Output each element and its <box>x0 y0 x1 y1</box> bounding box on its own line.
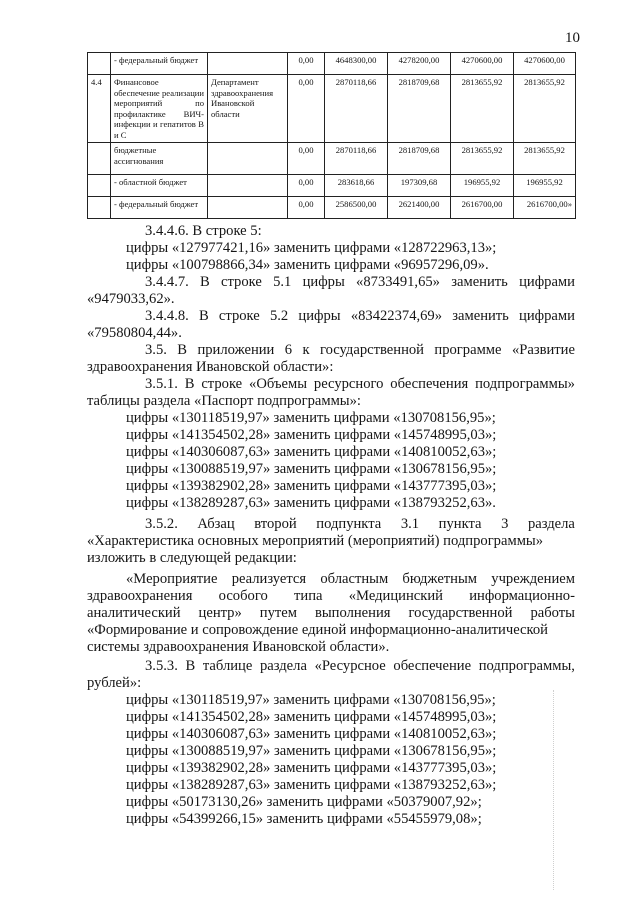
word: особого <box>218 588 268 604</box>
justified-line <box>87 588 575 605</box>
word: подпункта <box>316 516 382 532</box>
row-value: 283618,66 <box>325 175 388 197</box>
word: заменить <box>451 274 508 290</box>
text-line: цифры «141354502,28» заменить цифрами «145748995,03»; <box>126 427 497 443</box>
word: «Ресурсное <box>314 658 386 674</box>
row-value: 2813655,92 <box>514 143 576 175</box>
row-value: 2616700,00» <box>514 197 576 219</box>
text-line: цифры «139382902,28» заменить цифрами «143777395,03»; <box>126 478 497 494</box>
row-value: 2813655,92 <box>514 75 576 143</box>
text-line: изложить в следующей редакции: <box>87 550 297 566</box>
word: 5.2 <box>269 308 289 324</box>
justified-line <box>145 342 575 359</box>
text-line: цифры «140306087,63» заменить цифрами «140810052,63»; <box>126 444 497 460</box>
row-value: 0,00 <box>288 197 325 219</box>
text-line: цифры «130088519,97» заменить цифрами «130678156,95»; <box>126 743 497 759</box>
row-value: 4270600,00 <box>514 53 576 75</box>
word: «Развитие <box>511 342 575 358</box>
text-line: системы здравоохранения Ивановской области». <box>87 639 390 655</box>
word: подпрограммы» <box>475 376 575 392</box>
word: 3.4.4.7. <box>145 274 189 290</box>
justified-line <box>145 658 575 675</box>
word: строке <box>221 274 262 290</box>
row-value: 2616700,00 <box>451 197 514 219</box>
justified-line <box>145 376 575 393</box>
text-line: «Формирование и сопровождение единой информационно-аналитической <box>87 622 548 638</box>
text-line: цифры «139382902,28» заменить цифрами «143777395,03»; <box>126 760 497 776</box>
row-value: 2621400,00 <box>388 197 451 219</box>
word: раздела <box>527 516 575 532</box>
word: приложении <box>197 342 275 358</box>
row-value: 197309,68 <box>388 175 451 197</box>
word: центр» <box>198 605 242 621</box>
word: 5.1 <box>273 274 292 290</box>
word: 6 <box>284 342 293 358</box>
text-line: цифры «100798866,34» заменить цифрами «96957296,09». <box>126 257 489 273</box>
text-line: «Характеристика основных мероприятий (мероприятий) подпрограммы» <box>87 533 544 549</box>
text-line: цифры «138289287,63» заменить цифрами «138793252,63»; <box>126 777 497 793</box>
word: В <box>198 308 209 324</box>
text-line: цифры «54399266,15» заменить цифрами «55455979,08»; <box>126 811 482 827</box>
row-value: 4648300,00 <box>325 53 388 75</box>
word: второй <box>254 516 297 532</box>
row-name: - федеральный бюджет <box>111 53 208 75</box>
word: «Медицинский <box>348 588 443 604</box>
row-value: 2813655,92 <box>451 75 514 143</box>
word: раздела <box>259 658 307 674</box>
text-line: цифры «130118519,97» заменить цифрами «130708156,95»; <box>126 410 496 426</box>
text-line: таблицы раздела «Паспорт подпрограммы»: <box>87 393 361 409</box>
row-executor: Департамент здравоохранения Ивановской области <box>208 75 288 143</box>
word: обеспечения <box>390 376 469 392</box>
word: В <box>200 274 210 290</box>
word: реализуется <box>231 571 307 587</box>
text-line: 3.4.4.6. В строке 5: <box>145 223 262 239</box>
row-value: 4278200,00 <box>388 53 451 75</box>
word: «Мероприятие <box>126 571 218 587</box>
row-name: - федеральный бюджет <box>111 197 208 219</box>
text-line: цифры «130118519,97» заменить цифрами «130708156,95»; <box>126 692 496 708</box>
row-value: 2870118,66 <box>325 75 388 143</box>
scan-margin-marks <box>553 690 564 890</box>
word: В <box>185 658 196 674</box>
row-value: 2870118,66 <box>325 143 388 175</box>
text-line: цифры «138289287,63» заменить цифрами «138793252,63». <box>126 495 496 511</box>
word: программе <box>434 342 502 358</box>
word: строке <box>218 308 260 324</box>
text-line: «79580804,44». <box>87 325 182 341</box>
word: работы <box>530 605 575 621</box>
row-value: 196955,92 <box>514 175 576 197</box>
text-line: цифры «140306087,63» заменить цифрами «140810052,63»; <box>126 726 497 742</box>
text-line: здравоохранения Ивановской области»: <box>87 359 334 375</box>
word: типа <box>294 588 323 604</box>
word: цифры <box>302 274 345 290</box>
row-value: 4270600,00 <box>451 53 514 75</box>
row-value: 2818709,68 <box>388 75 451 143</box>
word: Абзац <box>197 516 235 532</box>
word: цифрами <box>519 308 575 324</box>
justified-line <box>145 308 575 325</box>
word: учреждением <box>491 571 575 587</box>
word: строке <box>201 376 243 392</box>
justified-line <box>87 605 575 622</box>
word: ресурсного <box>313 376 384 392</box>
row-value: 196955,92 <box>451 175 514 197</box>
word: путем <box>259 605 297 621</box>
word: информационно- <box>469 588 575 604</box>
text-line: цифры «127977421,16» заменить цифрами «128722963,13»; <box>126 240 497 256</box>
word: 3 <box>501 516 509 532</box>
row-value: 0,00 <box>288 53 325 75</box>
word: областным <box>320 571 389 587</box>
word: таблице <box>202 658 253 674</box>
text-line: цифры «50173130,26» заменить цифрами «50379007,92»; <box>126 794 482 810</box>
row-value: 2813655,92 <box>451 143 514 175</box>
text-line: цифры «130088519,97» заменить цифрами «130678156,95»; <box>126 461 497 477</box>
word: 3.5.1. <box>145 376 178 392</box>
word: пункта <box>438 516 482 532</box>
justified-line <box>145 516 575 533</box>
word: бюджетным <box>402 571 478 587</box>
row-number: 4.4 <box>88 75 111 143</box>
word: здравоохранения <box>87 588 193 604</box>
word: к <box>302 342 310 358</box>
word: 3.5.3. <box>145 658 178 674</box>
word: «83422374,69» <box>350 308 443 324</box>
page-number: 10 <box>565 30 580 46</box>
word: «Объемы <box>249 376 308 392</box>
justified-line <box>126 571 575 588</box>
word: государственной <box>408 605 513 621</box>
word: государственной <box>319 342 424 358</box>
word: В <box>177 342 188 358</box>
row-name: бюджетные ассигнования <box>111 143 208 175</box>
word: 3.5. <box>145 342 167 358</box>
word: 3.4.4.8. <box>145 308 189 324</box>
row-value: 0,00 <box>288 175 325 197</box>
row-name: Финансовое обеспечение реализации мероприятий по профилактике ВИЧ-инфекции и гепатитов В и С <box>111 75 208 143</box>
word: подпрограммы, <box>478 658 575 674</box>
justified-line <box>145 274 575 291</box>
text-line: цифры «141354502,28» заменить цифрами «145748995,03»; <box>126 709 497 725</box>
word: В <box>184 376 195 392</box>
word: 3.1 <box>400 516 420 532</box>
text-line: «9479033,62». <box>87 291 175 307</box>
word: обеспечение <box>393 658 472 674</box>
row-value: 0,00 <box>288 143 325 175</box>
row-name: - областной бюджет <box>111 175 208 197</box>
word: цифрами <box>519 274 575 290</box>
word: аналитический <box>87 605 181 621</box>
row-value: 2586500,00 <box>325 197 388 219</box>
row-value: 2818709,68 <box>388 143 451 175</box>
word: 3.5.2. <box>145 516 178 532</box>
word: «8733491,65» <box>356 274 440 290</box>
word: выполнения <box>314 605 391 621</box>
word: заменить <box>452 308 509 324</box>
text-line: рублей»: <box>87 675 142 691</box>
row-value: 0,00 <box>288 75 325 143</box>
word: цифры <box>298 308 341 324</box>
